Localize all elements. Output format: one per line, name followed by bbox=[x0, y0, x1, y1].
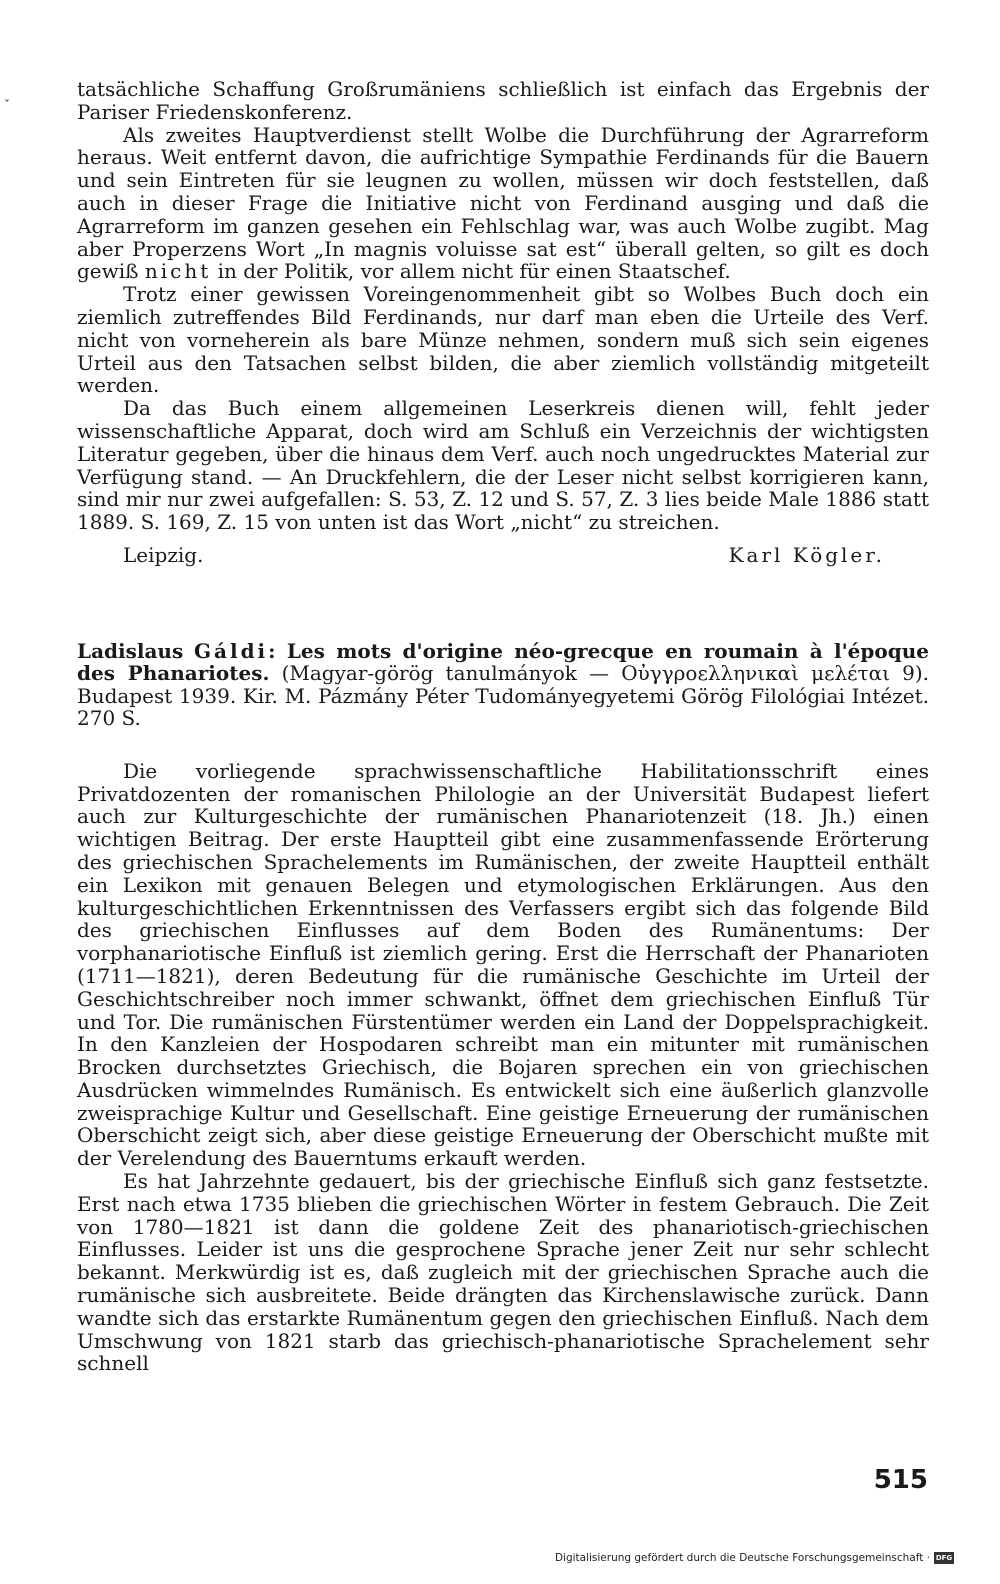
signature-author: Karl Kögler. bbox=[728, 542, 885, 567]
margin-mark: ˇ bbox=[4, 98, 10, 112]
signature-place: Leipzig. bbox=[123, 542, 204, 567]
footer-text: Digitalisierung gefördert durch die Deutsche Forschungsgemeinschaft · bbox=[554, 1552, 930, 1564]
paragraph-continuation: tatsächliche Schaffung Großrumäniens schließlich ist einfach das Ergebnis der Pariser Friedenskonferenz. bbox=[77, 77, 929, 124]
paragraph-text: Als zweites Hauptverdienst stellt Wolbe die Durchführung der Agrarreform heraus. Weit entfernt davon, die aufrichtige Sympathie Ferdinands für die Bauern und sein Eintreten für sie leugnen zu wollen, müssen wir doch feststellen, daß auch in dieser Frage die Initiative nicht von Ferdinand ausging und daß die Agrarreform im ganzen gesehen ein Fehlschlag war, was auch Wolbe zugibt. Mag aber Properzens Wort „In magnis voluisse sat est“ überall gelten, so gilt es doch gewiß bbox=[77, 122, 929, 284]
paragraph-agrarreform bbox=[77, 124, 929, 284]
paragraph-literatur: Da das Buch einem allgemeinen Leserkreis dienen will, fehlt jeder wissenschaftliche Apparat, doch wird am Schluß ein Verzeichnis der wichtigsten Literatur gegeben, über die hinaus dem Verf. auch noch ungedrucktes Material zur Verfügung stand. — An Druckfehlern, die der Leser nicht selbst korrigieren kann, sind mir nur zwei aufgefallen: S. 53, Z. 12 und S. 57, Z. 3 lies beide Male 1886 statt 1889. S. 169, Z. 15 von unten ist das Wort „nicht“ zu streichen. bbox=[77, 396, 929, 535]
review-author-first: Ladislaus bbox=[77, 638, 184, 663]
paragraph-text-end: in der Politik, vor allem nicht für einen Staatschef. bbox=[217, 259, 731, 284]
page-body bbox=[77, 78, 929, 1375]
paragraph-voreingenommenheit: Trotz einer gewissen Voreingenommenheit gibt so Wolbes Buch doch ein ziemlich zutreffendes Bild Ferdinands, nur darf man eben die Urteile des Verf. nicht von vorneherein als bare Münze nehmen, sondern muß sich sein eigenes Urteil aus den Tatsachen selbst bilden, die aber ziemlich vollständig mitgeteilt werden. bbox=[77, 282, 929, 398]
footer bbox=[555, 1552, 954, 1564]
review-author-last: Gáldi bbox=[193, 638, 269, 663]
review-details: (Magyar-görög tanulmányok — Οὐγγροελληνικαὶ μελέται 9). Budapest 1939. Kir. M. Pázmány Péter Tudományegyetemi Görög Filológiai Intézet. 270 S. bbox=[77, 661, 929, 731]
page-number: 515 bbox=[873, 1465, 928, 1495]
review-heading bbox=[77, 640, 929, 730]
signature bbox=[77, 544, 929, 567]
review-title: : Les mots d'origine néo-grecque en roumain à l'époque des Phanariotes. bbox=[77, 638, 929, 686]
paragraph-review-1: Die vorliegende sprachwissenschaftliche Habilitationsschrift eines Privatdozenten der romanischen Philologie an der Universität Budapest liefert auch zur Kulturgeschichte der rumänischen Phanariotenzeit (18. Jh.) einen wichtigen Beitrag. Der erste Hauptteil gibt eine zusammenfassende Erörterung des griechischen Sprachelements im Rumänischen, der zweite Hauptteil enthält ein Lexikon mit genauen Belegen und etymologischen Erklärungen. Aus den kulturgeschichtlichen Erkenntnissen des Verfassers ergibt sich das folgende Bild des griechischen Einflusses auf dem Boden des Rumänentums: Der vorphanariotische Einfluß ist ziemlich gering. Erst die Herrschaft der Phanarioten (1711—1821), deren Bedeutung für die rumänische Geschichte im Urteil der Geschichtschreiber noch immer schwankt, öffnet dem griechischen Einfluß Tür und Tor. Die rumänischen Fürstentümer werden ein Land der Doppelsprachigkeit. In den Kanzleien der Hospodaren schreibt man ein mitunter mit rumänischen Brocken durchsetztes Griechisch, die Bojaren sprechen ein von griechischen Ausdrücken wimmelndes Rumänisch. Es entwickelt sich eine äußerlich glanzvolle zweisprachige Kultur und Gesellschaft. Eine geistige Erneuerung der rumänischen Oberschicht zeigt sich, aber diese geistige Erneuerung der Oberschicht mußte mit der Verelendung des Bauerntums erkauft werden. bbox=[77, 758, 929, 1171]
paragraph-review-2: Es hat Jahrzehnte gedauert, bis der griechische Einfluß sich ganz festsetzte. Erst nach etwa 1735 blieben die griechischen Wörter in festem Gebrauch. Die Zeit von 1780—1821 ist dann die goldene Zeit des phanariotisch-griechischen Einflusses. Leider ist uns die gesprochene Sprache jener Zeit nur sehr schlecht bekannt. Merkwürdig ist es, daß zugleich mit der griechischen Sprache auch die rumänische sich ausbreitete. Beide drängten das Kirchenslawische zurück. Dann wandte sich das erstarkte Rumänentum gegen den griechischen Einfluß. Nach dem Umschwung von 1821 starb das griechisch-phanariotische Sprachelement sehr schnell bbox=[77, 1169, 929, 1376]
spaced-emphasis: nicht bbox=[144, 259, 212, 284]
dfg-logo-icon: DFG bbox=[935, 1554, 953, 1562]
